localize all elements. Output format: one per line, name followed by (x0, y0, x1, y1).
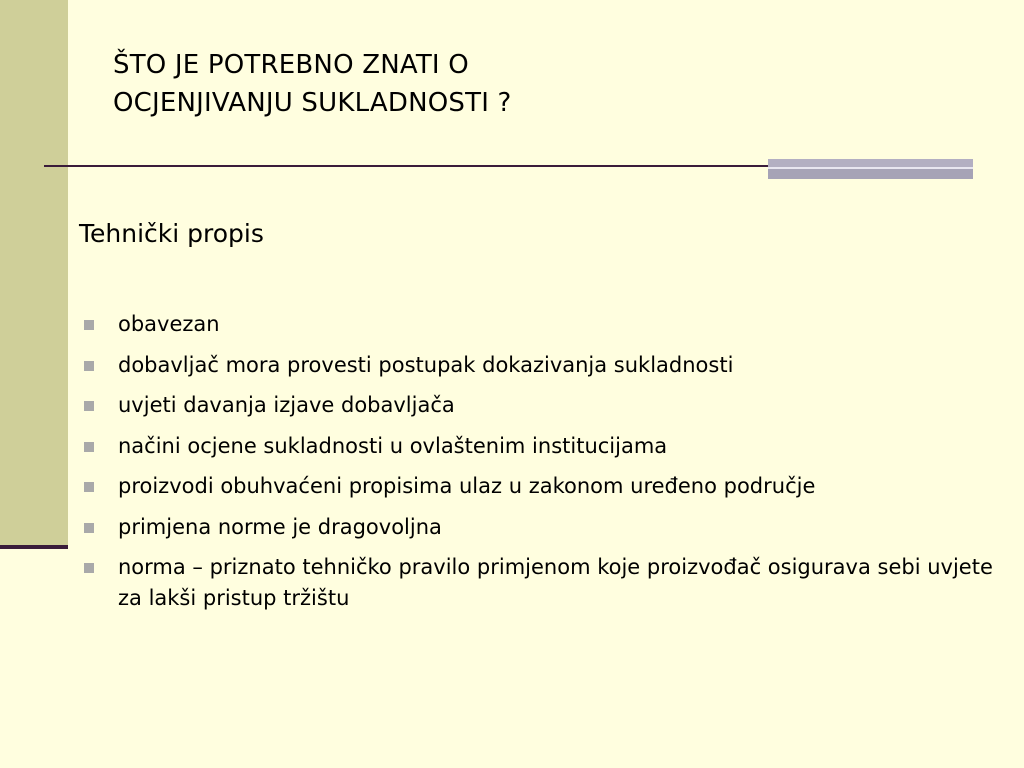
square-bullet-icon (84, 442, 94, 452)
slide-title (113, 46, 973, 122)
left-band-underline (0, 545, 68, 549)
title-divider (44, 165, 768, 167)
bullet-item (82, 471, 997, 502)
bullet-text: dobavljač mora provesti postupak dokazivanja sukladnosti (118, 352, 734, 377)
slide-title-line-1: ŠTO JE POTREBNO ZNATI O (113, 50, 469, 80)
square-bullet-icon (84, 401, 94, 411)
bullet-item (82, 309, 997, 340)
bullet-text: norma – priznato tehničko pravilo primjenom koje proizvođač osigurava sebi uvjete za lakši pristup tržištu (118, 555, 993, 610)
accent-stripe-bottom (768, 169, 973, 179)
bullet-text: uvjeti davanja izjave dobavljača (118, 393, 455, 417)
accent-stripe-top (768, 159, 973, 167)
slide-title-line-2: OCJENJIVANJU SUKLADNOSTI ? (113, 88, 512, 118)
bullet-text: obavezan (118, 312, 220, 336)
square-bullet-icon (84, 320, 94, 330)
section-heading: Tehnički propis (79, 219, 264, 248)
bullet-text: proizvodi obuhvaćeni propisima ulaz u zakonom uređeno područje (118, 474, 816, 498)
square-bullet-icon (84, 482, 94, 492)
bullet-item (82, 512, 997, 543)
square-bullet-icon (84, 563, 94, 573)
bullet-list (82, 309, 997, 624)
square-bullet-icon (84, 361, 94, 371)
bullet-text: primjena norme je dragovoljna (118, 514, 442, 539)
bullet-item (82, 390, 997, 421)
bullet-item (82, 552, 997, 614)
bullet-item (82, 350, 997, 381)
bullet-item (82, 431, 997, 462)
left-decorative-band (0, 0, 68, 545)
square-bullet-icon (84, 523, 94, 533)
title-accent-bar (768, 159, 973, 179)
bullet-text: načini ocjene sukladnosti u ovlaštenim institucijama (118, 433, 668, 458)
